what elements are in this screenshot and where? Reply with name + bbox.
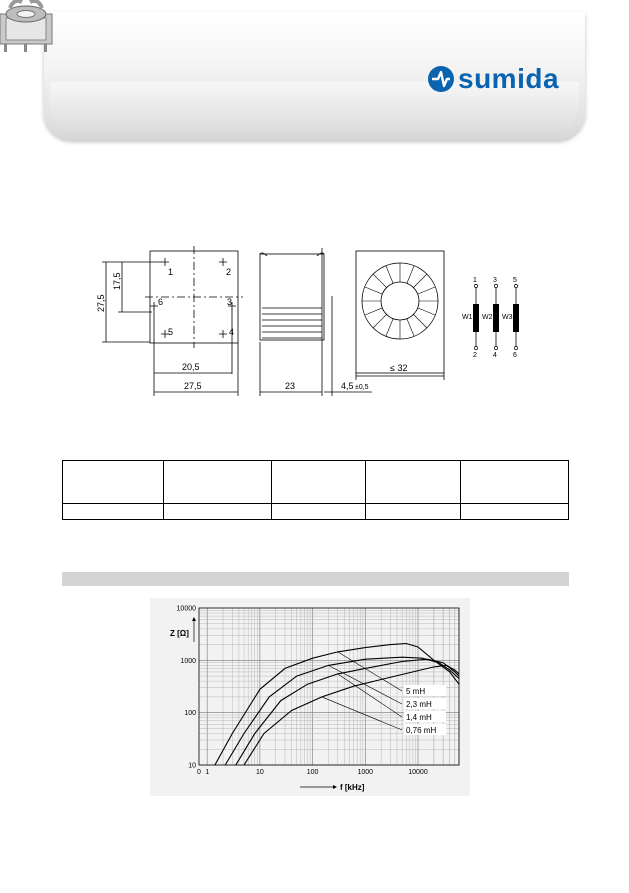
pin-label: 3: [227, 297, 233, 307]
x-tick-label: 0: [197, 769, 201, 776]
brand-name: sumida: [458, 63, 560, 94]
sumida-logo-icon: [427, 65, 455, 93]
table-cell: [366, 504, 461, 520]
table-cell: [271, 461, 365, 504]
product-photo: [0, 0, 60, 54]
table-row: [63, 461, 569, 504]
x-axis-arrowhead: [333, 785, 337, 789]
pin-label: 5: [168, 327, 174, 337]
x-tick-label: 10000: [408, 769, 428, 776]
dim-4-5-tolerance: ±0,5: [355, 384, 369, 391]
table-cell: [271, 504, 365, 520]
svg-text:W2: W2: [482, 314, 493, 321]
y-tick-label: 1000: [180, 657, 196, 665]
legend-label: 1,4 mH: [406, 713, 432, 722]
table-cell: [63, 504, 164, 520]
dim-27-5-horizontal: 27,5: [184, 381, 202, 391]
brand-logo[interactable]: [427, 62, 559, 96]
svg-text:1: 1: [473, 277, 477, 284]
svg-text:3: 3: [493, 277, 497, 284]
schematic-labels: [462, 277, 517, 359]
pin-label: 6: [158, 297, 164, 307]
dim-4-5: 4,5: [341, 381, 354, 391]
pin-label: 1: [168, 267, 174, 277]
x-axis-label: f [kHz]: [340, 783, 365, 792]
dim-max-32: ≤ 32: [390, 363, 408, 373]
svg-text:4: 4: [493, 352, 497, 359]
dim-27-5-vertical: 27,5: [96, 294, 106, 312]
legend-leader: [338, 674, 402, 717]
dim-17-5-vertical: 17,5: [112, 272, 122, 290]
x-tick-label: 1000: [357, 769, 374, 776]
y-axis-label: Z [Ω]: [170, 629, 189, 638]
legend-label: 0,76 mH: [406, 726, 437, 735]
side-view-outline: [260, 254, 324, 340]
svg-text:2: 2: [473, 352, 477, 359]
svg-text:5: 5: [513, 277, 517, 284]
legend-label: 2,3 mH: [406, 700, 432, 709]
dim-23: 23: [285, 381, 296, 391]
legend-leader: [322, 697, 402, 730]
table-cell: [164, 504, 272, 520]
legend-label: 5 mH: [406, 687, 426, 696]
chart-svg: [150, 598, 470, 796]
dimension-drawing: [92, 246, 537, 414]
y-axis-arrowhead: [192, 617, 196, 621]
pin-label: 2: [226, 267, 232, 277]
table-cell: [63, 461, 164, 504]
specification-table: [62, 460, 569, 520]
svg-text:W1: W1: [462, 314, 473, 321]
svg-text:6: 6: [513, 352, 517, 359]
x-tick-label: 100: [306, 769, 319, 776]
x-tick-label: 1: [205, 769, 210, 776]
y-tick-label: 10: [188, 762, 196, 770]
table-cell: [461, 504, 569, 520]
y-tick-label: 10000: [176, 605, 196, 613]
table-cell: [164, 461, 272, 504]
table-row: [63, 504, 569, 520]
table-cell: [366, 461, 461, 504]
y-tick-label: 100: [184, 710, 196, 718]
x-tick-label: 10: [255, 769, 264, 776]
section-bar: [62, 572, 569, 586]
svg-text:W3: W3: [502, 314, 513, 321]
chart-ticks: [177, 606, 428, 777]
header-banner: [44, 12, 585, 140]
table-cell: [461, 461, 569, 504]
pin-label: 4: [229, 327, 235, 337]
dim-20-5: 20,5: [182, 362, 200, 372]
impedance-chart: [150, 598, 470, 796]
